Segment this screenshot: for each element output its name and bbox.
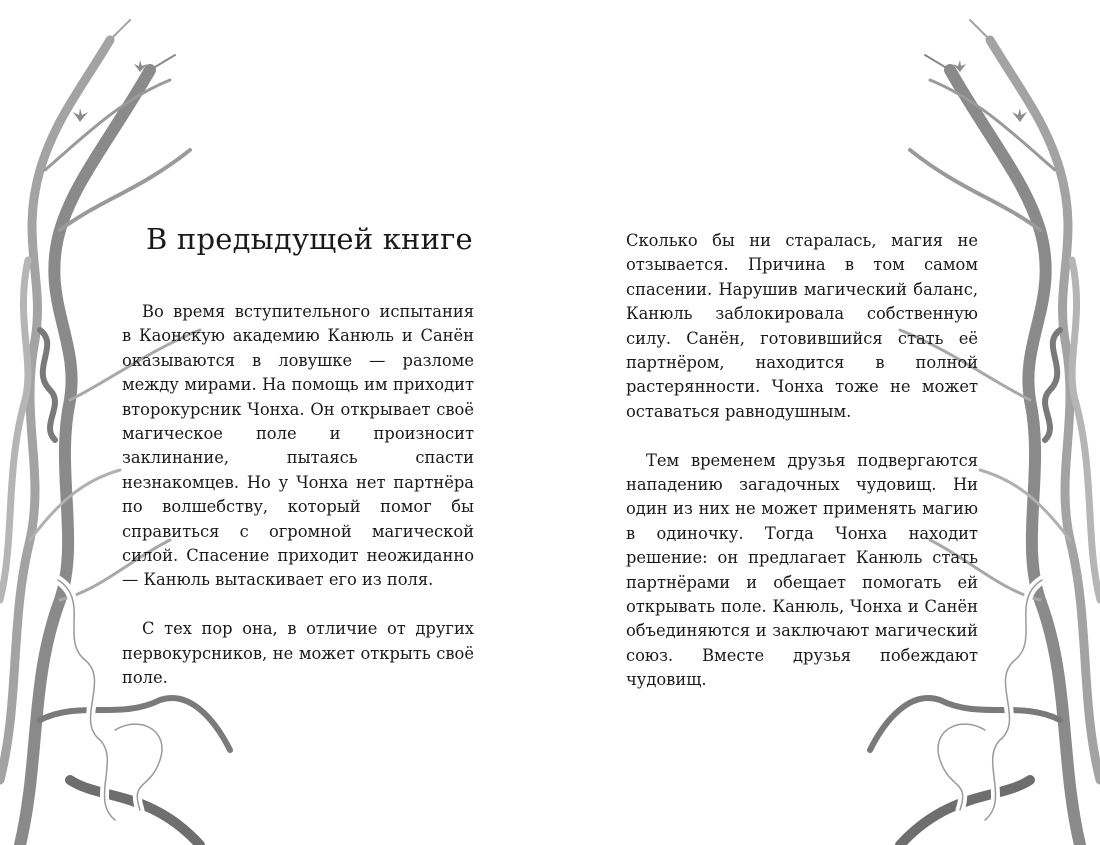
left-column — [122, 300, 474, 690]
right-column — [626, 229, 978, 693]
page-title: В предыдущей книге — [146, 222, 473, 256]
paragraph: Сколько бы ни старалась, магия не отзывается. Причина в том самом спасении. Нарушив магический баланс, Канюль заблокировала собственную силу. Санён, готовившийся стать её партнёром, находится в полной растерянности. Чонха тоже не может оставаться равнодушным. — [626, 231, 978, 421]
paragraph: Тем временем друзья подвергаются нападению загадочных чудовищ. Ни один из них не может применять магию в одиночку. Тогда Чонха находит решение: он предлагает Канюль стать партнёрами и обещает помогать ей открывать поле. Канюль, Чонха и Санён объединяются и заключают магический союз. Вместе друзья побеждают чудовищ. — [626, 450, 978, 690]
paragraph: С тех пор она, в отличие от других первокурсников, не может открыть своё поле. — [122, 619, 474, 688]
paragraph: Во время вступительного испытания в Каонскую академию Канюль и Санён оказываются в ловушке — разломе между мирами. На помощь им приходит второкурсник Чонха. Он открывает своё магическое поле и произносит заклинание, пытаясь спасти незнакомцев. Но у Чонха нет партнёра по волшебству, который помог бы справиться с огромной магической силой. Спасение приходит неожиданно — Канюль вытаскивает его из поля. — [122, 302, 474, 590]
